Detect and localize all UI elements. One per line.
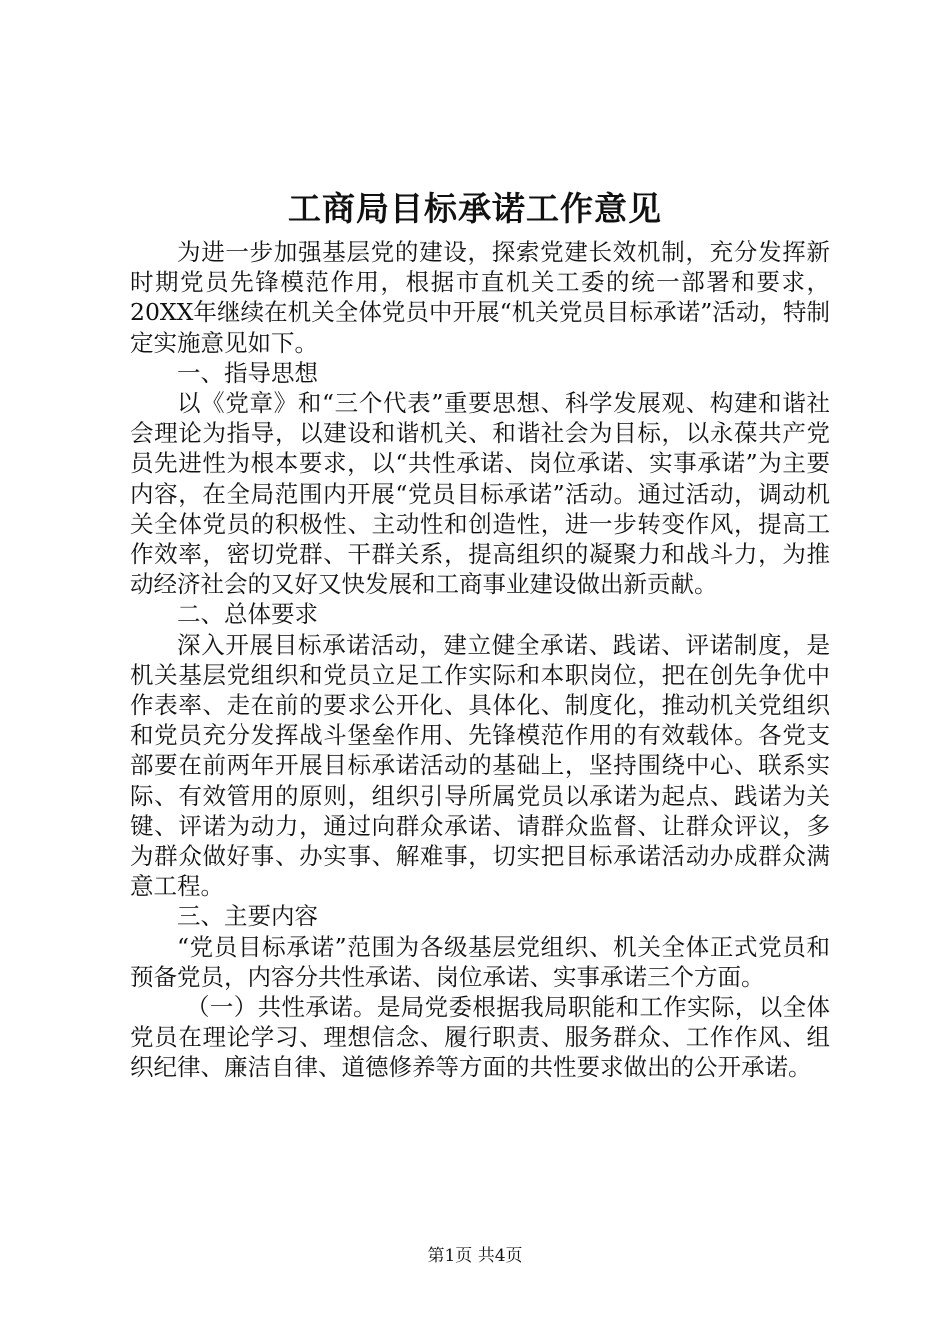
section-heading-main-content: 三、主要内容 xyxy=(177,902,318,931)
section-heading-guiding-thought: 一、指导思想 xyxy=(177,358,318,387)
paragraph-main-content: “党员目标承诺”范围为各级基层党组织、机关全体正式党员和预备党员，内容分共性承诺、岗位承诺、实事承诺三个方面。 xyxy=(130,932,830,991)
document-body xyxy=(130,237,830,1083)
paragraph-guiding-thought: 以《党章》和“三个代表”重要思想、科学发展观、构建和谐社会理论为指导，以建设和谐机关、和谐社会为目标，以永葆共产党员先进性为根本要求，以“共性承诺、岗位承诺、实事承诺”为主要内容，在全局范围内开展“党员目标承诺”活动。通过活动，调动机关全体党员的积极性、主动性和创造性，进一步转变作风，提高工作效率，密切党群、干群关系，提高组织的凝聚力和战斗力，为推动经济社会的又好又快发展和工商事业建设做出新贡献。 xyxy=(130,389,830,599)
page-footer: 第1页 共4页 xyxy=(427,1246,523,1266)
section-heading-general-requirements: 二、总体要求 xyxy=(177,600,318,629)
paragraph-intro: 为进一步加强基层党的建设，探索党建长效机制，充分发挥新时期党员先锋模范作用，根据市直机关工委的统一部署和要求，20XX年继续在机关全体党员中开展“机关党员目标承诺”活动，特制定实施意见如下。 xyxy=(130,238,830,357)
paragraph-common-commitment: （一）共性承诺。是局党委根据我局职能和工作实际，以全体党员在理论学习、理想信念、履行职责、服务群众、工作作风、组织纪律、廉洁自律、道德修养等方面的共性要求做出的公开承诺。 xyxy=(130,993,830,1082)
paragraph-general-requirements: 深入开展目标承诺活动，建立健全承诺、践诺、评诺制度，是机关基层党组织和党员立足工作实际和本职岗位，把在创先争优中作表率、走在前的要求公开化、具体化、制度化，推动机关党组织和党员充分发挥战斗堡垒作用、先锋模范作用的有效载体。各党支部要在前两年开展目标承诺活动的基础上，坚持围绕中心、联系实际、有效管用的原则，组织引导所属党员以承诺为起点、践诺为关键、评诺为动力，通过向群众承诺、请群众监督、让群众评议，多为群众做好事、办实事、解难事，切实把目标承诺活动办成群众满意工程。 xyxy=(130,630,830,901)
document-title: 工商局目标承诺工作意见 xyxy=(288,189,662,228)
